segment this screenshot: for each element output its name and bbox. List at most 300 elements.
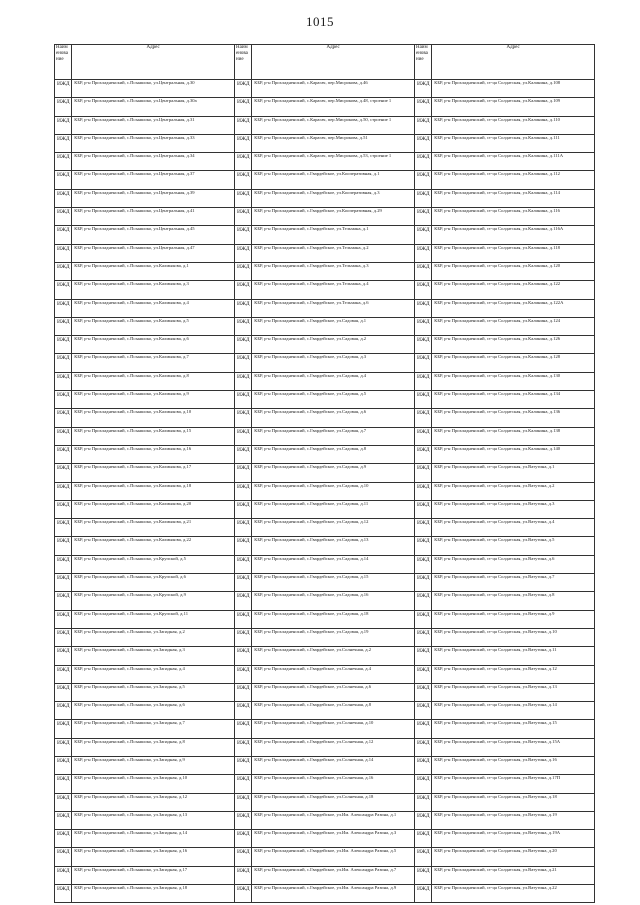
object-type-cell: ИЖД xyxy=(55,372,72,390)
object-type-cell: ИЖД xyxy=(234,171,251,189)
table-row xyxy=(55,628,595,646)
table-row xyxy=(55,189,595,207)
address-cell: КБР, р-н Прохладненский, ст-ца Солдатская, ул.Ватутина, д.2 xyxy=(432,482,595,500)
address-cell: КБР, р-н Прохладненский, с.Псыншоко, ул.Центральная, д.45 xyxy=(72,226,235,244)
address-cell: КБР, р-н Прохладненский, с.Карагач, пер.Мисрокова, д.50, строение 1 xyxy=(252,116,415,134)
address-cell: КБР, р-н Прохладненский, с.Псыншоко, ул.Калмыкова, д.10 xyxy=(72,409,235,427)
address-cell: КБР, р-н Прохладненский, ст-ца Солдатская, ул.Калинина, д.116А xyxy=(432,226,595,244)
object-type-cell: ИЖД xyxy=(234,537,251,555)
table-row xyxy=(55,226,595,244)
address-cell: КБР, р-н Прохладненский, с.Гвардейское, ул.Солнечная, д.18 xyxy=(252,793,415,811)
object-type-cell: ИЖД xyxy=(55,116,72,134)
object-type-cell: ИЖД xyxy=(234,848,251,866)
object-type-cell: ИЖД xyxy=(414,738,431,756)
table-row xyxy=(55,500,595,518)
object-type-cell: ИЖД xyxy=(414,500,431,518)
table-header-row xyxy=(55,45,595,80)
address-cell: КБР, р-н Прохладненский, с.Гвардейское, ул.Тельмана, д.6 xyxy=(252,299,415,317)
address-cell: КБР, р-н Прохладненский, ст-ца Солдатская, ул.Калинина, д.134 xyxy=(432,391,595,409)
address-cell: КБР, р-н Прохладненский, ст-ца Солдатская, ул.Калинина, д.122А xyxy=(432,299,595,317)
address-cell: КБР, р-н Прохладненский, с.Псыншоко, ул.Калмыкова, д.21 xyxy=(72,519,235,537)
object-type-cell: ИЖД xyxy=(55,317,72,335)
address-cell: КБР, р-н Прохладненский, ст-ца Солдатская, ул.Калинина, д.138 xyxy=(432,427,595,445)
object-type-cell: ИЖД xyxy=(234,555,251,573)
address-cell: КБР, р-н Прохладненский, с.Псыншоко, ул.Центральная, д.30а xyxy=(72,98,235,116)
table-row xyxy=(55,702,595,720)
name-column-header: Наим енова ние xyxy=(55,45,72,80)
object-type-cell: ИЖД xyxy=(414,116,431,134)
object-type-cell: ИЖД xyxy=(414,848,431,866)
table-row xyxy=(55,336,595,354)
address-table xyxy=(54,44,595,903)
address-cell: КБР, р-н Прохладненский, с.Гвардейское, ул.Тельмана, д.4 xyxy=(252,281,415,299)
object-type-cell: ИЖД xyxy=(234,299,251,317)
address-cell: КБР, р-н Прохладненский, с.Гвардейское, ул.Садовая, д.9 xyxy=(252,464,415,482)
table-row xyxy=(55,793,595,811)
object-type-cell: ИЖД xyxy=(234,647,251,665)
object-type-cell: ИЖД xyxy=(55,98,72,116)
object-type-cell: ИЖД xyxy=(414,628,431,646)
address-cell: КБР, р-н Прохладненский, с.Гвардейское, ул.Солнечная, д.16 xyxy=(252,775,415,793)
table-row xyxy=(55,262,595,280)
table-row xyxy=(55,610,595,628)
address-cell: КБР, р-н Прохладненский, с.Гвардейское, ул.Кооперативная, д.3 xyxy=(252,189,415,207)
address-cell: КБР, р-н Прохладненский, ст-ца Солдатская, ул.Ватутина, д.14 xyxy=(432,702,595,720)
object-type-cell: ИЖД xyxy=(55,281,72,299)
address-cell: КБР, р-н Прохладненский, с.Гвардейское, ул.Им. Александра Разина, д.3 xyxy=(252,830,415,848)
object-type-cell: ИЖД xyxy=(55,665,72,683)
address-cell: КБР, р-н Прохладненский, ст-ца Солдатская, ул.Ватутина, д.10 xyxy=(432,628,595,646)
name-column-header: Наим енова ние xyxy=(414,45,431,80)
table-row xyxy=(55,391,595,409)
object-type-cell: ИЖД xyxy=(414,153,431,171)
address-cell: КБР, р-н Прохладненский, с.Псыншоко, ул.Калмыкова, д.6 xyxy=(72,336,235,354)
object-type-cell: ИЖД xyxy=(234,134,251,152)
object-type-cell: ИЖД xyxy=(234,464,251,482)
object-type-cell: ИЖД xyxy=(55,885,72,903)
object-type-cell: ИЖД xyxy=(414,811,431,829)
address-cell: КБР, р-н Прохладненский, ст-ца Солдатская, ул.Калинина, д.122 xyxy=(432,281,595,299)
object-type-cell: ИЖД xyxy=(414,482,431,500)
object-type-cell: ИЖД xyxy=(55,409,72,427)
address-cell: КБР, р-н Прохладненский, с.Псыншоко, ул.Центральная, д.33 xyxy=(72,134,235,152)
object-type-cell: ИЖД xyxy=(234,372,251,390)
object-type-cell: ИЖД xyxy=(234,482,251,500)
object-type-cell: ИЖД xyxy=(55,793,72,811)
table-row xyxy=(55,372,595,390)
object-type-cell: ИЖД xyxy=(55,848,72,866)
name-column-header: Наим енова ние xyxy=(234,45,251,80)
object-type-cell: ИЖД xyxy=(234,628,251,646)
address-cell: КБР, р-н Прохладненский, ст-ца Солдатская, ул.Ватутина, д.21 xyxy=(432,866,595,884)
object-type-cell: ИЖД xyxy=(234,208,251,226)
address-cell: КБР, р-н Прохладненский, с.Псыншоко, ул.Западная, д.16 xyxy=(72,848,235,866)
address-cell: КБР, р-н Прохладненский, ст-ца Солдатская, ул.Калинина, д.111А xyxy=(432,153,595,171)
object-type-cell: ИЖД xyxy=(414,299,431,317)
object-type-cell: ИЖД xyxy=(55,244,72,262)
address-cell: КБР, р-н Прохладненский, ст-ца Солдатская, ул.Ватутина, д.11 xyxy=(432,647,595,665)
object-type-cell: ИЖД xyxy=(234,189,251,207)
address-cell: КБР, р-н Прохладненский, с.Псыншоко, ул.Калмыкова, д.20 xyxy=(72,500,235,518)
object-type-cell: ИЖД xyxy=(234,80,251,98)
table-row xyxy=(55,464,595,482)
table-row xyxy=(55,409,595,427)
object-type-cell: ИЖД xyxy=(414,317,431,335)
address-cell: КБР, р-н Прохладненский, с.Карагач, пер.Мисрокова, д.53, строение 1 xyxy=(252,153,415,171)
object-type-cell: ИЖД xyxy=(55,189,72,207)
address-cell: КБР, р-н Прохладненский, с.Псыншоко, ул.Калмыкова, д.4 xyxy=(72,299,235,317)
address-cell: КБР, р-н Прохладненский, с.Гвардейское, ул.Им. Александра Разина, д.1 xyxy=(252,811,415,829)
address-cell: КБР, р-н Прохладненский, с.Псыншоко, ул.Калмыкова, д.1 xyxy=(72,262,235,280)
address-cell: КБР, р-н Прохладненский, с.Гвардейское, ул.Солнечная, д.2 xyxy=(252,647,415,665)
object-type-cell: ИЖД xyxy=(55,592,72,610)
object-type-cell: ИЖД xyxy=(234,738,251,756)
table-row xyxy=(55,354,595,372)
address-cell: КБР, р-н Прохладненский, с.Гвардейское, ул.Садовая, д.7 xyxy=(252,427,415,445)
object-type-cell: ИЖД xyxy=(55,171,72,189)
table-row xyxy=(55,592,595,610)
table-row xyxy=(55,244,595,262)
address-cell: КБР, р-н Прохладненский, ст-ца Солдатская, ул.Калинина, д.111 xyxy=(432,134,595,152)
address-cell: КБР, р-н Прохладненский, с.Псыншоко, ул.Центральная, д.30 xyxy=(72,80,235,98)
object-type-cell: ИЖД xyxy=(414,720,431,738)
table-row xyxy=(55,519,595,537)
object-type-cell: ИЖД xyxy=(55,683,72,701)
address-cell: КБР, р-н Прохладненский, ст-ца Солдатская, ул.Калинина, д.124 xyxy=(432,317,595,335)
address-cell: КБР, р-н Прохладненский, с.Гвардейское, ул.Садовая, д.11 xyxy=(252,500,415,518)
address-cell: КБР, р-н Прохладненский, с.Гвардейское, ул.Солнечная, д.4 xyxy=(252,665,415,683)
address-cell: КБР, р-н Прохладненский, с.Гвардейское, ул.Садовая, д.1 xyxy=(252,317,415,335)
object-type-cell: ИЖД xyxy=(234,226,251,244)
address-cell: КБР, р-н Прохладненский, с.Гвардейское, ул.Садовая, д.5 xyxy=(252,391,415,409)
object-type-cell: ИЖД xyxy=(414,372,431,390)
address-cell: КБР, р-н Прохладненский, с.Псыншоко, ул.Центральная, д.37 xyxy=(72,171,235,189)
object-type-cell: ИЖД xyxy=(234,244,251,262)
table-row xyxy=(55,171,595,189)
object-type-cell: ИЖД xyxy=(234,519,251,537)
address-cell: КБР, р-н Прохладненский, с.Псыншоко, ул.Западная, д.3 xyxy=(72,647,235,665)
address-cell: КБР, р-н Прохладненский, ст-ца Солдатская, ул.Ватутина, д.22 xyxy=(432,885,595,903)
address-cell: КБР, р-н Прохладненский, с.Карагач, пер.Мисрокова, д.51 xyxy=(252,134,415,152)
address-cell: КБР, р-н Прохладненский, с.Псыншоко, ул.Западная, д.12 xyxy=(72,793,235,811)
address-cell: КБР, р-н Прохладненский, с.Гвардейское, ул.Садовая, д.18 xyxy=(252,610,415,628)
object-type-cell: ИЖД xyxy=(234,683,251,701)
address-cell: КБР, р-н Прохладненский, с.Гвардейское, ул.Садовая, д.14 xyxy=(252,555,415,573)
address-cell: КБР, р-н Прохладненский, с.Гвардейское, ул.Тельмана, д.3 xyxy=(252,262,415,280)
object-type-cell: ИЖД xyxy=(414,519,431,537)
address-cell: КБР, р-н Прохладненский, ст-ца Солдатская, ул.Калинина, д.112 xyxy=(432,171,595,189)
object-type-cell: ИЖД xyxy=(414,226,431,244)
object-type-cell: ИЖД xyxy=(234,866,251,884)
object-type-cell: ИЖД xyxy=(414,281,431,299)
address-cell: КБР, р-н Прохладненский, с.Псыншоко, ул.Западная, д.10 xyxy=(72,775,235,793)
address-cell: КБР, р-н Прохладненский, с.Гвардейское, ул.Солнечная, д.8 xyxy=(252,702,415,720)
object-type-cell: ИЖД xyxy=(55,445,72,463)
object-type-cell: ИЖД xyxy=(414,555,431,573)
object-type-cell: ИЖД xyxy=(234,391,251,409)
address-cell: КБР, р-н Прохладненский, ст-ца Солдатская, ул.Ватутина, д.3 xyxy=(432,500,595,518)
object-type-cell: ИЖД xyxy=(55,775,72,793)
object-type-cell: ИЖД xyxy=(414,775,431,793)
address-cell: КБР, р-н Прохладненский, с.Псыншоко, ул.Калмыкова, д.9 xyxy=(72,391,235,409)
address-cell: КБР, р-н Прохладненский, с.Гвардейское, ул.Садовая, д.16 xyxy=(252,592,415,610)
address-cell: КБР, р-н Прохладненский, ст-ца Солдатская, ул.Ватутина, д.20 xyxy=(432,848,595,866)
address-cell: КБР, р-н Прохладненский, ст-ца Солдатская, ул.Калинина, д.116 xyxy=(432,208,595,226)
address-cell: КБР, р-н Прохладненский, с.Псыншоко, ул.Западная, д.2 xyxy=(72,628,235,646)
address-cell: КБР, р-н Прохладненский, ст-ца Солдатская, ул.Ватутина, д.1 xyxy=(432,464,595,482)
object-type-cell: ИЖД xyxy=(234,756,251,774)
object-type-cell: ИЖД xyxy=(234,574,251,592)
object-type-cell: ИЖД xyxy=(414,171,431,189)
object-type-cell: ИЖД xyxy=(234,336,251,354)
address-cell: КБР, р-н Прохладненский, с.Псыншоко, ул.Калмыкова, д.17 xyxy=(72,464,235,482)
object-type-cell: ИЖД xyxy=(55,464,72,482)
object-type-cell: ИЖД xyxy=(55,720,72,738)
object-type-cell: ИЖД xyxy=(234,262,251,280)
address-cell: КБР, р-н Прохладненский, ст-ца Солдатская, ул.Ватутина, д.7 xyxy=(432,574,595,592)
address-cell: КБР, р-н Прохладненский, с.Псыншоко, ул.Западная, д.4 xyxy=(72,665,235,683)
object-type-cell: ИЖД xyxy=(55,208,72,226)
object-type-cell: ИЖД xyxy=(55,830,72,848)
object-type-cell: ИЖД xyxy=(234,793,251,811)
address-cell: КБР, р-н Прохладненский, с.Псыншоко, ул.Центральная, д.47 xyxy=(72,244,235,262)
object-type-cell: ИЖД xyxy=(414,537,431,555)
object-type-cell: ИЖД xyxy=(234,885,251,903)
object-type-cell: ИЖД xyxy=(234,775,251,793)
address-cell: КБР, р-н Прохладненский, с.Гвардейское, ул.Им. Александра Разина, д.5 xyxy=(252,848,415,866)
address-cell: КБР, р-н Прохладненский, ст-ца Солдатская, ул.Ватутина, д.16 xyxy=(432,756,595,774)
address-cell: КБР, р-н Прохладненский, с.Псыншоко, ул.Калмыкова, д.18 xyxy=(72,482,235,500)
object-type-cell: ИЖД xyxy=(414,98,431,116)
address-cell: КБР, р-н Прохладненский, с.Гвардейское, ул.Солнечная, д.14 xyxy=(252,756,415,774)
table-row xyxy=(55,574,595,592)
object-type-cell: ИЖД xyxy=(414,409,431,427)
object-type-cell: ИЖД xyxy=(55,391,72,409)
address-cell: КБР, р-н Прохладненский, с.Гвардейское, ул.Садовая, д.12 xyxy=(252,519,415,537)
address-cell: КБР, р-н Прохладненский, ст-ца Солдатская, ул.Ватутина, д.13 xyxy=(432,683,595,701)
address-cell: КБР, р-н Прохладненский, с.Псыншоко, ул.Западная, д.14 xyxy=(72,830,235,848)
address-cell: КБР, р-н Прохладненский, ст-ца Солдатская, ул.Ватутина, д.8 xyxy=(432,592,595,610)
page-number: 1015 xyxy=(306,14,334,29)
object-type-cell: ИЖД xyxy=(414,134,431,152)
address-cell: КБР, р-н Прохладненский, ст-ца Солдатская, ул.Калинина, д.140 xyxy=(432,445,595,463)
table-row xyxy=(55,317,595,335)
address-cell: КБР, р-н Прохладненский, с.Псыншоко, ул.Западная, д.6 xyxy=(72,702,235,720)
object-type-cell: ИЖД xyxy=(414,354,431,372)
object-type-cell: ИЖД xyxy=(55,811,72,829)
object-type-cell: ИЖД xyxy=(234,98,251,116)
address-cell: КБР, р-н Прохладненский, с.Псыншоко, ул.Крупской, д.5 xyxy=(72,555,235,573)
object-type-cell: ИЖД xyxy=(55,354,72,372)
table-row xyxy=(55,445,595,463)
address-cell: КБР, р-н Прохладненский, с.Гвардейское, ул.Солнечная, д.12 xyxy=(252,738,415,756)
object-type-cell: ИЖД xyxy=(414,189,431,207)
address-cell: КБР, р-н Прохладненский, ст-ца Солдатская, ул.Ватутина, д.4 xyxy=(432,519,595,537)
table-row xyxy=(55,537,595,555)
table-row xyxy=(55,427,595,445)
address-cell: КБР, р-н Прохладненский, ст-ца Солдатская, ул.Ватутина, д.18 xyxy=(432,793,595,811)
table-row xyxy=(55,98,595,116)
object-type-cell: ИЖД xyxy=(414,683,431,701)
object-type-cell: ИЖД xyxy=(55,738,72,756)
object-type-cell: ИЖД xyxy=(55,702,72,720)
address-cell: КБР, р-н Прохладненский, с.Гвардейское, ул.Садовая, д.2 xyxy=(252,336,415,354)
address-cell: КБР, р-н Прохладненский, с.Карагач, пер.Мисрокова, д.46 xyxy=(252,80,415,98)
address-cell: КБР, р-н Прохладненский, с.Псыншоко, ул.Западная, д.17 xyxy=(72,866,235,884)
object-type-cell: ИЖД xyxy=(234,445,251,463)
address-cell: КБР, р-н Прохладненский, с.Псыншоко, ул.Центральная, д.34 xyxy=(72,153,235,171)
table-row xyxy=(55,555,595,573)
object-type-cell: ИЖД xyxy=(414,336,431,354)
object-type-cell: ИЖД xyxy=(55,866,72,884)
object-type-cell: ИЖД xyxy=(55,482,72,500)
address-cell: КБР, р-н Прохладненский, с.Гвардейское, ул.Солнечная, д.6 xyxy=(252,683,415,701)
object-type-cell: ИЖД xyxy=(55,80,72,98)
address-cell: КБР, р-н Прохладненский, с.Псыншоко, ул.Центральная, д.31 xyxy=(72,116,235,134)
table-row xyxy=(55,756,595,774)
object-type-cell: ИЖД xyxy=(414,665,431,683)
table-body xyxy=(55,80,595,903)
table-row xyxy=(55,647,595,665)
object-type-cell: ИЖД xyxy=(414,208,431,226)
object-type-cell: ИЖД xyxy=(55,537,72,555)
object-type-cell: ИЖД xyxy=(414,464,431,482)
address-cell: КБР, р-н Прохладненский, с.Псыншоко, ул.Крупской, д.9 xyxy=(72,592,235,610)
address-cell: КБР, р-н Прохладненский, с.Псыншоко, ул.Калмыкова, д.5 xyxy=(72,317,235,335)
address-cell: КБР, р-н Прохладненский, с.Гвардейское, ул.Тельмана, д.2 xyxy=(252,244,415,262)
address-cell: КБР, р-н Прохладненский, ст-ца Солдатская, ул.Ватутина, д.9 xyxy=(432,610,595,628)
address-cell: КБР, р-н Прохладненский, с.Гвардейское, ул.Садовая, д.15 xyxy=(252,574,415,592)
address-cell: КБР, р-н Прохладненский, ст-ца Солдатская, ул.Калинина, д.130 xyxy=(432,372,595,390)
object-type-cell: ИЖД xyxy=(414,885,431,903)
address-cell: КБР, р-н Прохладненский, с.Гвардейское, ул.Садовая, д.6 xyxy=(252,409,415,427)
table-row xyxy=(55,482,595,500)
address-cell: КБР, р-н Прохладненский, ст-ца Солдатская, ул.Калинина, д.126 xyxy=(432,336,595,354)
table-row xyxy=(55,830,595,848)
address-cell: КБР, р-н Прохладненский, с.Псыншоко, ул.Калмыкова, д.22 xyxy=(72,537,235,555)
table-row xyxy=(55,683,595,701)
object-type-cell: ИЖД xyxy=(55,647,72,665)
object-type-cell: ИЖД xyxy=(414,610,431,628)
object-type-cell: ИЖД xyxy=(234,702,251,720)
address-cell: КБР, р-н Прохладненский, с.Псыншоко, ул.Западная, д.5 xyxy=(72,683,235,701)
address-column-header: Адрес xyxy=(252,45,415,80)
address-cell: КБР, р-н Прохладненский, с.Псыншоко, ул.Западная, д.13 xyxy=(72,811,235,829)
address-cell: КБР, р-н Прохладненский, с.Гвардейское, ул.Солнечная, д.10 xyxy=(252,720,415,738)
address-cell: КБР, р-н Прохладненский, ст-ца Солдатская, ул.Ватутина, д.12 xyxy=(432,665,595,683)
address-cell: КБР, р-н Прохладненский, с.Гвардейское, ул.Кооперативная, д.1 xyxy=(252,171,415,189)
address-cell: КБР, р-н Прохладненский, с.Гвардейское, ул.Кооперативная, д.29 xyxy=(252,208,415,226)
address-cell: КБР, р-н Прохладненский, с.Гвардейское, ул.Им. Александра Разина, д.7 xyxy=(252,866,415,884)
address-cell: КБР, р-н Прохладненский, с.Псыншоко, ул.Калмыкова, д.3 xyxy=(72,281,235,299)
object-type-cell: ИЖД xyxy=(414,793,431,811)
object-type-cell: ИЖД xyxy=(55,555,72,573)
object-type-cell: ИЖД xyxy=(414,391,431,409)
object-type-cell: ИЖД xyxy=(234,281,251,299)
address-cell: КБР, р-н Прохладненский, с.Псыншоко, ул.Центральная, д.41 xyxy=(72,208,235,226)
address-cell: КБР, р-н Прохладненский, ст-ца Солдатская, ул.Калинина, д.118 xyxy=(432,244,595,262)
object-type-cell: ИЖД xyxy=(414,427,431,445)
address-cell: КБР, р-н Прохладненский, с.Псыншоко, ул.Западная, д.7 xyxy=(72,720,235,738)
object-type-cell: ИЖД xyxy=(234,811,251,829)
address-cell: КБР, р-н Прохладненский, ст-ца Солдатская, ул.Калинина, д.128 xyxy=(432,354,595,372)
table-row xyxy=(55,208,595,226)
table-row xyxy=(55,885,595,903)
object-type-cell: ИЖД xyxy=(55,153,72,171)
object-type-cell: ИЖД xyxy=(414,702,431,720)
address-cell: КБР, р-н Прохладненский, с.Псыншоко, ул.Калмыкова, д.7 xyxy=(72,354,235,372)
table-row xyxy=(55,866,595,884)
object-type-cell: ИЖД xyxy=(234,610,251,628)
object-type-cell: ИЖД xyxy=(414,756,431,774)
address-cell: КБР, р-н Прохладненский, ст-ца Солдатская, ул.Ватутина, д.19 xyxy=(432,811,595,829)
object-type-cell: ИЖД xyxy=(55,226,72,244)
object-type-cell: ИЖД xyxy=(234,153,251,171)
table-row xyxy=(55,80,595,98)
address-cell: КБР, р-н Прохладненский, с.Гвардейское, ул.Садовая, д.4 xyxy=(252,372,415,390)
object-type-cell: ИЖД xyxy=(234,116,251,134)
address-cell: КБР, р-н Прохладненский, с.Псыншоко, ул.Западная, д.8 xyxy=(72,738,235,756)
object-type-cell: ИЖД xyxy=(414,574,431,592)
address-column-header: Адрес xyxy=(72,45,235,80)
table-row xyxy=(55,281,595,299)
address-cell: КБР, р-н Прохладненский, с.Гвардейское, ул.Садовая, д.3 xyxy=(252,354,415,372)
address-cell: КБР, р-н Прохладненский, с.Псыншоко, ул.Крупской, д.6 xyxy=(72,574,235,592)
address-cell: КБР, р-н Прохладненский, ст-ца Солдатская, ул.Калинина, д.136 xyxy=(432,409,595,427)
object-type-cell: ИЖД xyxy=(55,427,72,445)
address-column-header: Адрес xyxy=(432,45,595,80)
object-type-cell: ИЖД xyxy=(55,756,72,774)
address-cell: КБР, р-н Прохладненский, с.Псыншоко, ул.Калмыкова, д.8 xyxy=(72,372,235,390)
address-cell: КБР, р-н Прохладненский, ст-ца Солдатская, ул.Ватутина, д.17П xyxy=(432,775,595,793)
address-cell: КБР, р-н Прохладненский, ст-ца Солдатская, ул.Калинина, д.114 xyxy=(432,189,595,207)
object-type-cell: ИЖД xyxy=(234,427,251,445)
table-row xyxy=(55,720,595,738)
address-cell: КБР, р-н Прохладненский, с.Гвардейское, ул.Садовая, д.10 xyxy=(252,482,415,500)
object-type-cell: ИЖД xyxy=(234,720,251,738)
object-type-cell: ИЖД xyxy=(55,519,72,537)
object-type-cell: ИЖД xyxy=(414,647,431,665)
object-type-cell: ИЖД xyxy=(414,866,431,884)
object-type-cell: ИЖД xyxy=(55,262,72,280)
address-cell: КБР, р-н Прохладненский, ст-ца Солдатская, ул.Ватутина, д.15 xyxy=(432,720,595,738)
object-type-cell: ИЖД xyxy=(414,262,431,280)
address-cell: КБР, р-н Прохладненский, с.Карагач, пер.Мисрокова, д.48, строение 1 xyxy=(252,98,415,116)
table-row xyxy=(55,134,595,152)
address-cell: КБР, р-н Прохладненский, с.Гвардейское, ул.Им. Александра Разина, д.9 xyxy=(252,885,415,903)
table-row xyxy=(55,116,595,134)
address-cell: КБР, р-н Прохладненский, с.Псыншоко, ул.Крупской, д.11 xyxy=(72,610,235,628)
address-cell: КБР, р-н Прохладненский, ст-ца Солдатская, ул.Калинина, д.108 xyxy=(432,80,595,98)
table-row xyxy=(55,811,595,829)
object-type-cell: ИЖД xyxy=(55,610,72,628)
address-cell: КБР, р-н Прохладненский, ст-ца Солдатская, ул.Калинина, д.110 xyxy=(432,116,595,134)
address-cell: КБР, р-н Прохладненский, с.Гвардейское, ул.Садовая, д.13 xyxy=(252,537,415,555)
table-row xyxy=(55,738,595,756)
object-type-cell: ИЖД xyxy=(55,336,72,354)
object-type-cell: ИЖД xyxy=(234,317,251,335)
address-cell: КБР, р-н Прохладненский, ст-ца Солдатская, ул.Ватутина, д.6 xyxy=(432,555,595,573)
object-type-cell: ИЖД xyxy=(414,445,431,463)
object-type-cell: ИЖД xyxy=(234,830,251,848)
object-type-cell: ИЖД xyxy=(414,244,431,262)
address-cell: КБР, р-н Прохладненский, с.Гвардейское, ул.Садовая, д.19 xyxy=(252,628,415,646)
object-type-cell: ИЖД xyxy=(55,628,72,646)
object-type-cell: ИЖД xyxy=(55,299,72,317)
table-row xyxy=(55,775,595,793)
object-type-cell: ИЖД xyxy=(234,592,251,610)
address-cell: КБР, р-н Прохладненский, ст-ца Солдатская, ул.Калинина, д.109 xyxy=(432,98,595,116)
